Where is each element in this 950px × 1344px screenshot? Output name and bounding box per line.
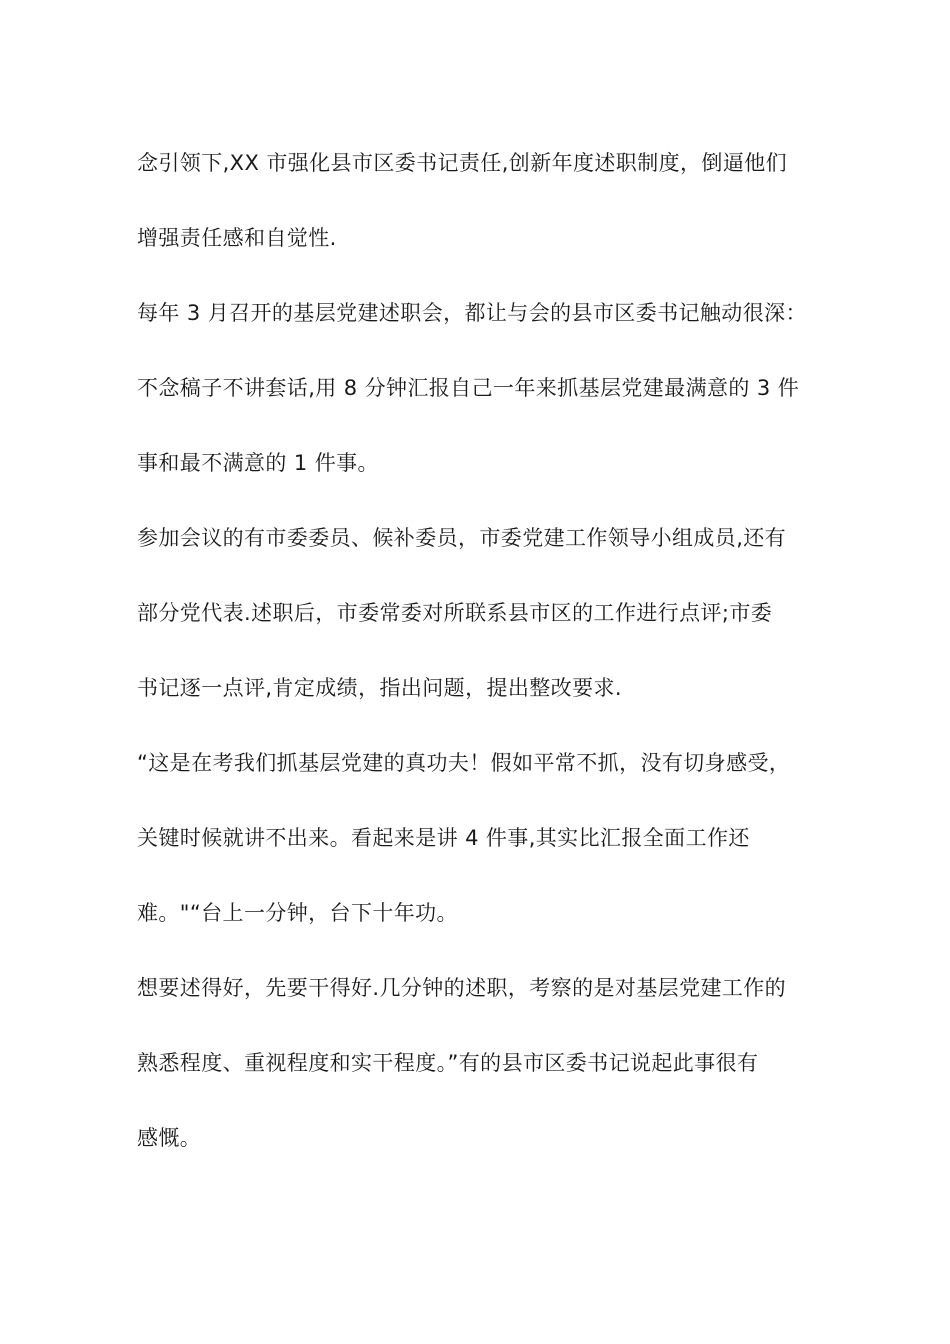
text-line: 书记逐一点评,肯定成绩，指出问题，提出整改要求. xyxy=(137,676,622,700)
text-line: 想要述得好，先要干得好.几分钟的述职，考察的是对基层党建工作的 xyxy=(137,976,787,1000)
text-line: 关键时候就讲不出来。看起来是讲 4 件事,其实比汇报全面工作还 xyxy=(137,826,750,850)
text-line: 参加会议的有市委委员、候补委员，市委党建工作领导小组成员,还有 xyxy=(137,526,787,550)
text-line: 难。"“台上一分钟，台下十年功。 xyxy=(137,901,458,925)
text-line: 每年 3 月召开的基层党建述职会，都让与会的县市区委书记触动很深： xyxy=(137,301,807,325)
text-line: 熟悉程度、重视程度和实干程度。”有的县市区委书记说起此事很有 xyxy=(137,1051,759,1075)
text-line: “这是在考我们抓基层党建的真功夫！假如平常不抓，没有切身感受， xyxy=(137,751,791,775)
text-line: 感慨。 xyxy=(137,1126,202,1150)
document-body xyxy=(137,138,837,1188)
text-line: 念引领下,XX 市强化县市区委书记责任,创新年度述职制度，倒逼他们 xyxy=(137,151,787,175)
text-line: 事和最不满意的 1 件事。 xyxy=(137,451,379,475)
text-line: 不念稿子不讲套话,用 8 分钟汇报自己一年来抓基层党建最满意的 3 件 xyxy=(137,376,800,400)
text-line: 增强责任感和自觉性. xyxy=(137,226,337,250)
text-line: 部分党代表.述职后，市委常委对所联系县市区的工作进行点评;市委 xyxy=(137,601,773,625)
